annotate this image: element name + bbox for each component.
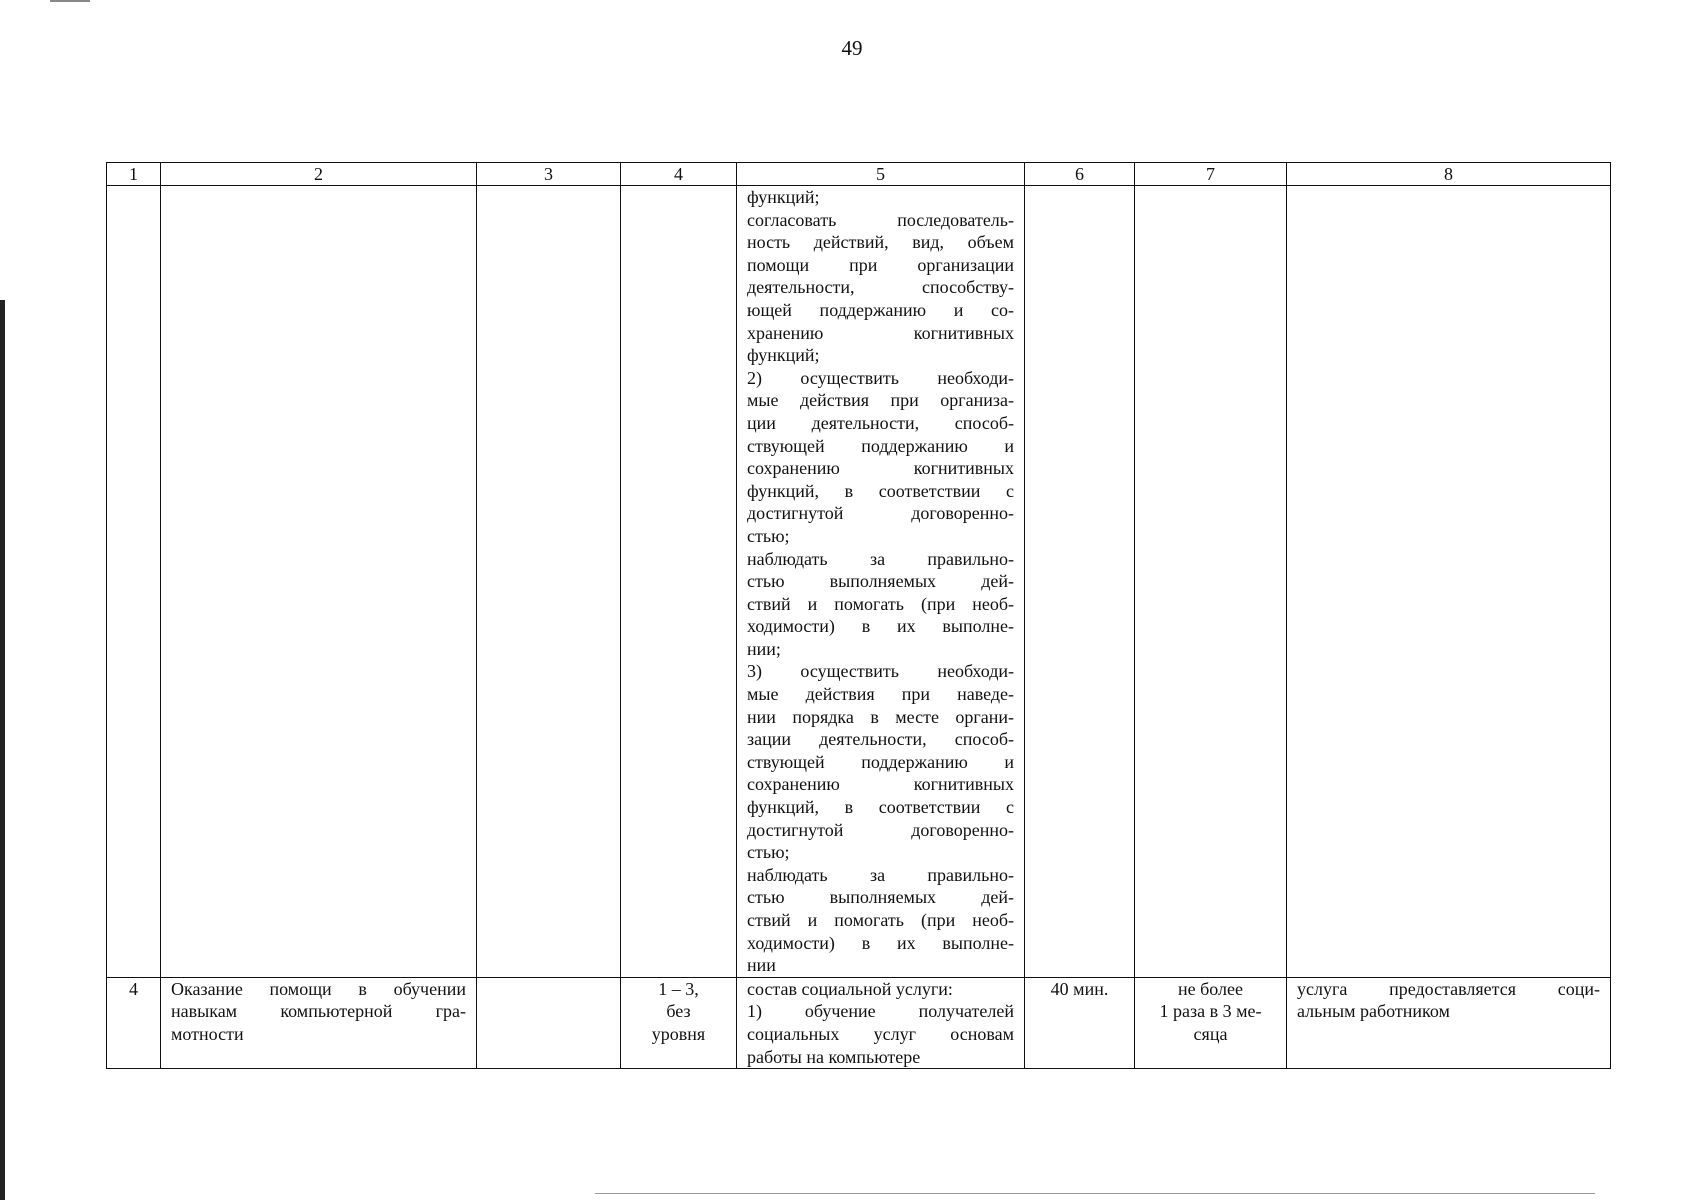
page-edge-mark: [50, 0, 90, 2]
content-line: зации деятельности, способ-: [747, 729, 1014, 750]
cell-content-continuation: [737, 186, 1025, 978]
service-content-line: работы на компьютере: [747, 1046, 921, 1067]
service-content-line: 1) обучение получателей: [747, 1001, 1014, 1022]
content-line: ность действий, вид, объем: [747, 232, 1014, 253]
cell-duration-empty: [1025, 186, 1135, 978]
content-line: сохранению когнитивных: [747, 774, 1014, 795]
content-line: ствующей поддержанию и: [747, 435, 1014, 456]
content-line: функций, в соответствии с: [747, 480, 1014, 501]
content-line: согласовать последователь-: [747, 209, 1014, 230]
content-line: стью;: [747, 842, 790, 863]
content-line: мые действия при наведе-: [747, 684, 1014, 705]
scan-bottom-rule: [595, 1193, 1595, 1194]
content-line: сохранению когнитивных: [747, 458, 1014, 479]
table-row-4: [107, 977, 1611, 1068]
content-line: достигнутой договоренно-: [747, 819, 1014, 840]
cell-name-empty: [161, 186, 477, 978]
cell-num-empty: [107, 186, 161, 978]
table-row-continuation: [107, 186, 1611, 978]
service-name-line: мотности: [171, 1023, 244, 1044]
cell-frequency: [1135, 977, 1287, 1068]
content-line: 3) осуществить необходи-: [747, 661, 1014, 682]
content-line: функций;: [747, 187, 820, 207]
note-line: альным работником: [1297, 1001, 1450, 1022]
content-line: стью выполняемых дей-: [747, 571, 1014, 592]
header-col-5: 5: [737, 163, 1025, 186]
header-col-4: 4: [621, 163, 737, 186]
content-line: функций;: [747, 345, 820, 366]
content-line: ходимости) в их выполне-: [747, 616, 1014, 637]
content-line: ствий и помогать (при необ-: [747, 910, 1014, 930]
content-line: ции деятельности, способ-: [747, 412, 1014, 433]
level-line: 1 – 3,: [658, 978, 699, 999]
content-line: достигнутой договоренно-: [747, 503, 1014, 524]
note-line: услуга предоставляется соци-: [1297, 978, 1600, 999]
header-col-2: 2: [161, 163, 477, 186]
service-content-line: состав социальной услуги:: [747, 978, 953, 999]
header-col-6: 6: [1025, 163, 1135, 186]
service-name-line: Оказание помощи в обучении: [171, 978, 466, 999]
content-line: хранению когнитивных: [747, 322, 1014, 343]
content-line: нии: [747, 955, 776, 976]
content-line: нии порядка в месте органи-: [747, 706, 1014, 727]
content-line: ствующей поддержанию и: [747, 751, 1014, 772]
content-line: нии;: [747, 638, 781, 659]
content-continuation-text: [747, 186, 1014, 977]
content-line: 2) осуществить необходи-: [747, 367, 1014, 388]
content-line: ющей поддержанию и со-: [747, 299, 1014, 320]
cell-service-content: [737, 977, 1025, 1068]
content-line: наблюдать за правильно-: [747, 548, 1014, 569]
cell-level: [621, 977, 737, 1068]
content-line: стью;: [747, 525, 790, 546]
scan-left-edge: [0, 300, 5, 1200]
header-col-1: 1: [107, 163, 161, 186]
content-line: мые действия при организа-: [747, 390, 1014, 411]
frequency-line: 1 раза в 3 ме-: [1159, 1001, 1262, 1022]
table-header-row: [107, 163, 1611, 186]
header-col-7: 7: [1135, 163, 1287, 186]
cell-col3-empty: [477, 186, 621, 978]
level-line: уровня: [651, 1023, 706, 1044]
cell-frequency-empty: [1135, 186, 1287, 978]
service-name-line: навыкам компьютерной гра-: [171, 1001, 466, 1022]
cell-row-number: 4: [107, 977, 161, 1068]
content-line: функций, в соответствии с: [747, 797, 1014, 818]
cell-level-empty: [621, 186, 737, 978]
content-line: наблюдать за правильно-: [747, 864, 1014, 885]
content-line: стью выполняемых дей-: [747, 887, 1014, 908]
frequency-line: не более: [1177, 978, 1243, 999]
cell-note-empty: [1287, 186, 1611, 978]
content-line: деятельности, способству-: [747, 277, 1014, 298]
page-number: 49: [841, 36, 863, 60]
cell-duration: 40 мин.: [1025, 977, 1135, 1068]
cell-note: [1287, 977, 1611, 1068]
header-col-3: 3: [477, 163, 621, 186]
services-table: [106, 162, 1611, 1069]
content-line: ходимости) в их выполне-: [747, 932, 1014, 953]
cell-col3: [477, 977, 621, 1068]
service-content-line: социальных услуг основам: [747, 1023, 1014, 1044]
cell-service-name: [161, 977, 477, 1068]
level-line: без: [666, 1001, 691, 1022]
content-line: помощи при организации: [747, 254, 1014, 275]
content-line: ствий и помогать (при необ-: [747, 593, 1014, 614]
frequency-line: сяца: [1193, 1023, 1228, 1044]
header-col-8: 8: [1287, 163, 1611, 186]
